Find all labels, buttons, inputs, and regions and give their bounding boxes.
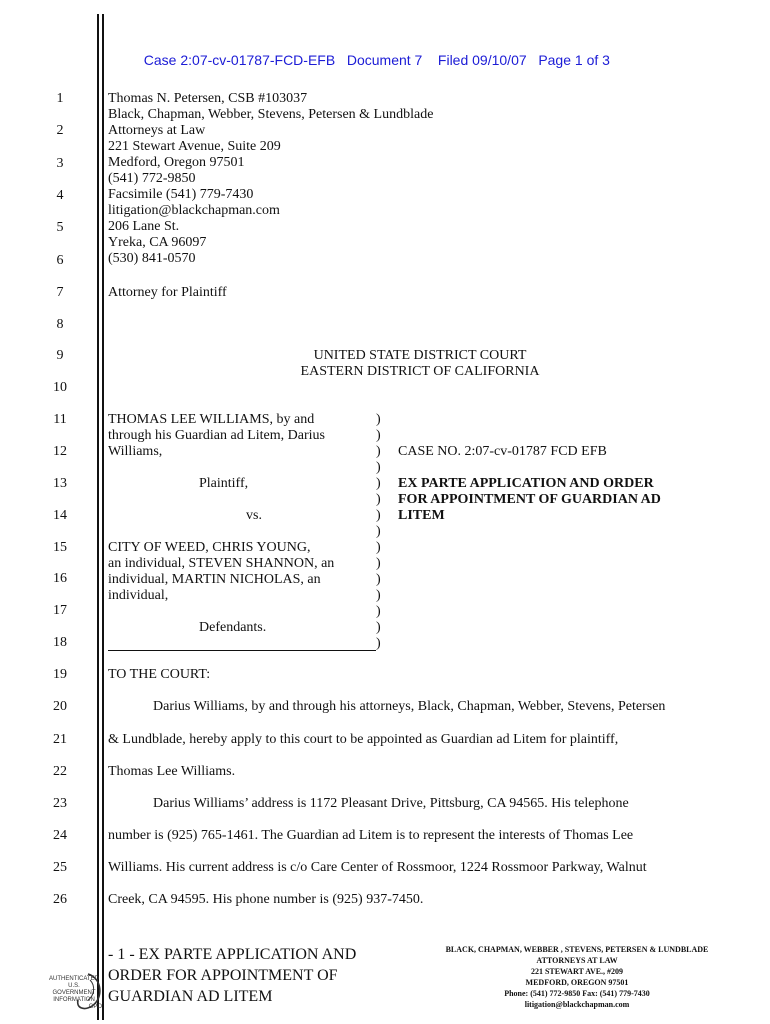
- footer-title-line: - 1 - EX PARTE APPLICATION AND: [108, 946, 357, 963]
- left-margin-rule-2: [102, 14, 104, 1020]
- title-line: LITEM: [398, 508, 445, 523]
- attorney-line: Black, Chapman, Webber, Stevens, Petersen & Lundblade: [108, 107, 434, 122]
- footer-firm-line: MEDFORD, OREGON 97501: [525, 978, 629, 987]
- salutation: TO THE COURT:: [108, 667, 211, 682]
- line-number: 16: [53, 571, 67, 586]
- caption-line: Williams,: [108, 444, 163, 459]
- seal-line: U.S. GOVERNMENT: [52, 983, 96, 996]
- seal-line: GPO: [88, 1004, 102, 1010]
- body-line: Creek, CA 94595. His phone number is (925) 937-7450.: [108, 892, 424, 907]
- caption-line: individual,: [108, 588, 169, 603]
- line-number: 18: [53, 635, 67, 650]
- line-number: 13: [53, 476, 67, 491]
- line-number: 7: [56, 285, 64, 300]
- line-number: 3: [56, 156, 64, 171]
- court-name: [200, 348, 640, 380]
- line-number: 5: [56, 220, 64, 235]
- footer-title-line: GUARDIAN AD LITEM: [108, 988, 273, 1005]
- document-title: [398, 476, 661, 524]
- caption-underline: [108, 650, 376, 651]
- court-line-1: UNITED STATE DISTRICT COURT: [313, 348, 527, 363]
- line-number: 25: [53, 860, 67, 875]
- footer-firm-info: [427, 944, 727, 1010]
- seal-line: AUTHENTICATED: [49, 976, 99, 982]
- title-line: FOR APPOINTMENT OF GUARDIAN AD: [398, 492, 661, 507]
- attorney-line: Yreka, CA 96097: [108, 235, 207, 250]
- attorney-line: Thomas N. Petersen, CSB #103037: [108, 91, 308, 106]
- caption-line: individual, MARTIN NICHOLAS, an: [108, 572, 321, 587]
- court-line-2: EASTERN DISTRICT OF CALIFORNIA: [300, 364, 540, 379]
- line-number: 17: [53, 603, 67, 618]
- line-number: 15: [53, 540, 67, 555]
- defendants-label: Defendants.: [199, 620, 267, 635]
- attorney-line: (541) 772-9850: [108, 171, 196, 186]
- attorney-line: (530) 841-0570: [108, 251, 196, 266]
- line-number: 20: [53, 699, 67, 714]
- footer-title-line: ORDER FOR APPOINTMENT OF: [108, 967, 338, 984]
- footer-firm-email: litigation@blackchapman.com: [524, 1000, 630, 1009]
- line-number: 4: [56, 188, 64, 203]
- body-line: Darius Williams, by and through his attorneys, Black, Chapman, Webber, Stevens, Petersen: [153, 699, 666, 714]
- attorney-line: Facsimile (541) 779-7430: [108, 187, 254, 202]
- line-number: 8: [56, 317, 64, 332]
- line-number: 14: [53, 508, 67, 523]
- line-number: 12: [53, 444, 67, 459]
- line-number: 26: [53, 892, 67, 907]
- case-reference: Case 2:07-cv-01787-FCD-EFB: [143, 52, 336, 68]
- attorney-for-label: Attorney for Plaintiff: [108, 285, 227, 300]
- footer-document-title: [108, 944, 356, 1007]
- defendant-caption: [108, 540, 334, 604]
- plaintiff-label: Plaintiff,: [199, 476, 249, 491]
- attorney-email: litigation@blackchapman.com: [108, 203, 280, 218]
- page-indicator: Page 1 of 3: [538, 52, 610, 68]
- filing-header: [136, 36, 610, 68]
- body-line: Thomas Lee Williams.: [108, 764, 236, 779]
- body-line: Darius Williams’ address is 1172 Pleasant Drive, Pittsburg, CA 94565. His telephone: [153, 796, 629, 811]
- body-line: number is (925) 765-1461. The Guardian ad Litem is to represent the interests of Thomas Lee: [108, 828, 634, 843]
- line-number: 22: [53, 764, 67, 779]
- caption-line: CITY OF WEED, CHRIS YOUNG,: [108, 540, 311, 555]
- title-line: EX PARTE APPLICATION AND ORDER: [398, 476, 654, 491]
- attorney-line: 206 Lane St.: [108, 219, 180, 234]
- attorney-line: 221 Stewart Avenue, Suite 209: [108, 139, 281, 154]
- line-number: 21: [53, 732, 67, 747]
- line-number: 6: [56, 253, 64, 268]
- caption-parentheses: ) ) ) ) ) ) ) ) ) ) ) ) ) ) ): [376, 412, 381, 651]
- caption-line: through his Guardian ad Litem, Darius: [108, 428, 325, 443]
- caption-line: an individual, STEVEN SHANNON, an: [108, 556, 335, 571]
- footer-firm-line: BLACK, CHAPMAN, WEBBER , STEVENS, PETERSEN & LUNDBLADE: [445, 945, 709, 954]
- line-number: 9: [56, 348, 64, 363]
- line-number: 1: [56, 91, 64, 106]
- line-number: 19: [53, 667, 67, 682]
- document-number: Document 7: [346, 52, 423, 68]
- footer-firm-line: ATTORNEYS AT LAW: [536, 956, 618, 965]
- footer-firm-line: Phone: (541) 772-9850 Fax: (541) 779-7430: [504, 989, 650, 998]
- line-number: 10: [53, 380, 67, 395]
- filed-date: Filed 09/10/07: [437, 52, 527, 68]
- seal-text: [46, 976, 102, 1011]
- attorney-line: Attorneys at Law: [108, 123, 206, 138]
- left-margin-rule-1: [97, 14, 99, 1020]
- body-line: & Lundblade, hereby apply to this court to be appointed as Guardian ad Litem for plaintiff,: [108, 732, 619, 747]
- versus-label: vs.: [246, 508, 262, 523]
- body-line: Williams. His current address is c/o Care Center of Rossmoor, 1224 Rossmoor Parkway, Walnut: [108, 860, 647, 875]
- line-number: 24: [53, 828, 67, 843]
- attorney-block: [108, 91, 433, 267]
- line-number: 2: [56, 123, 64, 138]
- plaintiff-caption: [108, 412, 325, 460]
- seal-line: INFORMATION: [53, 997, 95, 1003]
- case-number: CASE NO. 2:07-cv-01787 FCD EFB: [398, 444, 607, 459]
- footer-firm-line: 221 STEWART AVE., #209: [530, 967, 624, 976]
- line-number: 23: [53, 796, 67, 811]
- caption-line: THOMAS LEE WILLIAMS, by and: [108, 412, 315, 427]
- attorney-line: Medford, Oregon 97501: [108, 155, 245, 170]
- line-number: 11: [53, 412, 67, 427]
